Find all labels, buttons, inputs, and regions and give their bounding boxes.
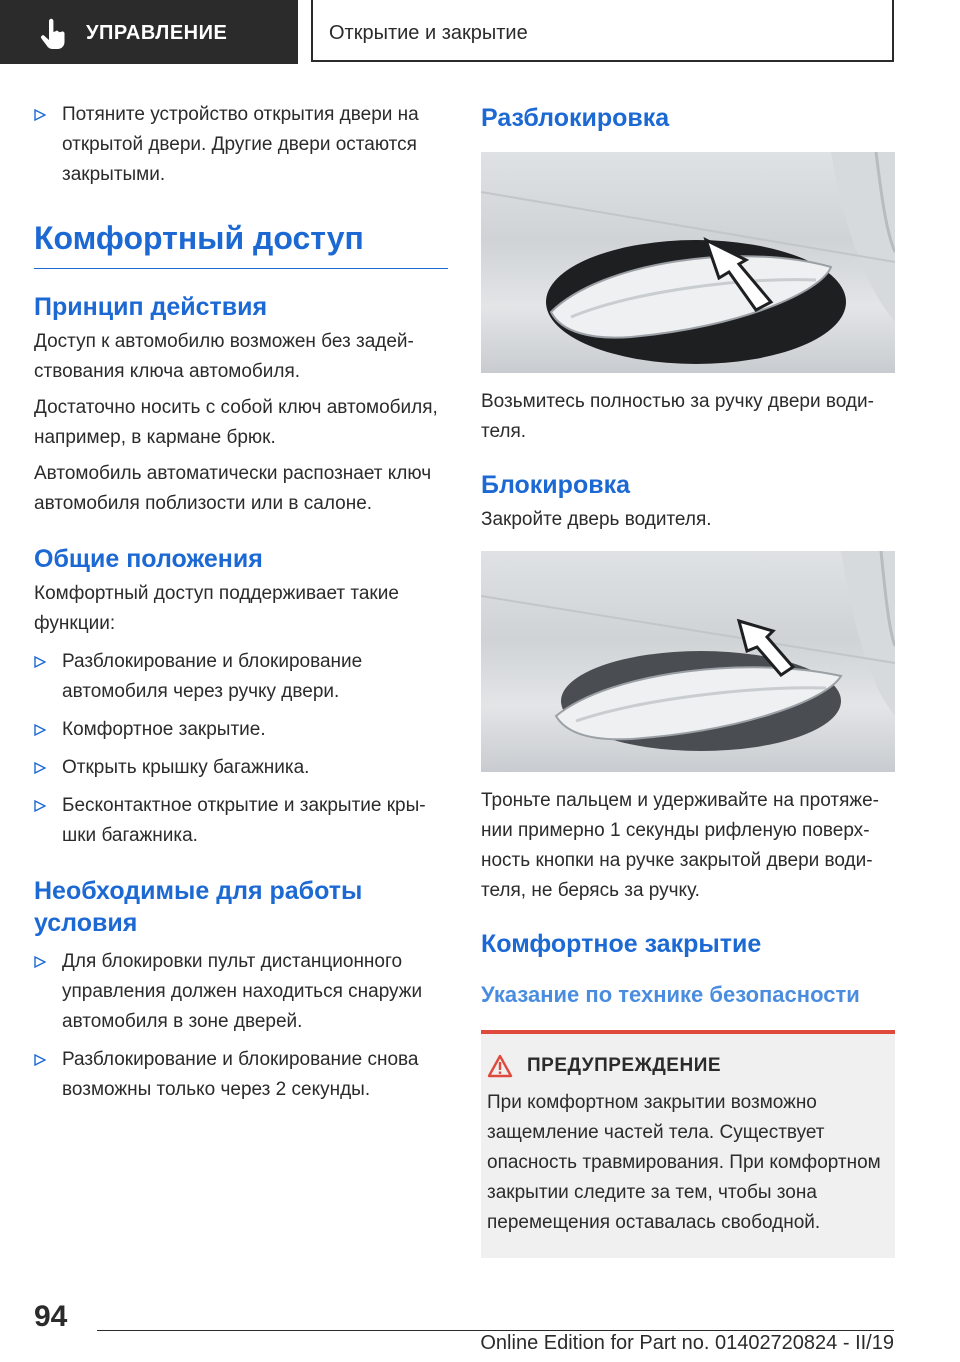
unlock-heading: Разблокировка xyxy=(481,104,670,132)
bullet-triangle-icon xyxy=(34,109,46,121)
general-heading: Общие положения xyxy=(34,545,263,573)
principle-paragraph: Автомобиль автоматически распознает ключ автомобиля поблизости или в салоне. xyxy=(34,463,432,514)
warning-header xyxy=(487,1054,883,1078)
list-item xyxy=(34,647,448,707)
list-item-text: Потяните устройство открытия двери на открытой двери. Другие двери остаются закрытыми. xyxy=(62,104,419,185)
footer-edition[interactable]: Online Edition for Part no. 01402720824 - II/19 xyxy=(480,1332,894,1354)
unlock-caption: Возьмитесь полностью за ручку двери водителя. xyxy=(481,391,874,442)
list-item-text: Бесконтактное открытие и закрытие крышки багажника. xyxy=(62,795,426,846)
safety-heading: Указание по технике безопасности xyxy=(481,982,860,1007)
chapter-title-box xyxy=(311,0,894,62)
lock-heading: Блокировка xyxy=(481,471,630,499)
list-item xyxy=(34,791,448,851)
list-item xyxy=(34,947,448,1037)
door-handle-touch-illustration xyxy=(481,551,895,772)
bullet-triangle-icon xyxy=(34,724,46,736)
list-item-text: Комфортное закрытие. xyxy=(62,719,266,740)
bullet-triangle-icon xyxy=(34,956,46,968)
principle-paragraph: Доступ к автомобилю возможен без задействования ключа автомобиля. xyxy=(34,331,414,382)
conditions-heading: Необходимые для работы условия xyxy=(34,877,363,937)
list-item-text: Разблокирование и блокирование снова возможны только через 2 секунды. xyxy=(62,1049,419,1100)
door-handle-grip-illustration xyxy=(481,152,895,373)
bullet-triangle-icon xyxy=(34,762,46,774)
warning-text: При комфортном закрытии возможно защемление частей тела. Существует опасность травмирования. При комфортном закрытии следите за тем, чтобы зона перемещения оставалась свободной. xyxy=(487,1092,881,1233)
left-column xyxy=(34,100,448,1105)
general-intro: Комфортный доступ поддерживает такие функции: xyxy=(34,583,399,634)
warning-box xyxy=(481,1030,895,1258)
list-item-text: Разблокирование и блокирование автомобиля через ручку двери. xyxy=(62,651,363,702)
list-item-text: Открыть крышку багажника. xyxy=(62,757,310,778)
comfort-close-heading: Комфортное закрытие xyxy=(481,930,762,958)
warning-triangle-icon xyxy=(487,1054,513,1078)
footer-divider xyxy=(97,1330,894,1331)
list-item xyxy=(34,100,448,190)
chapter-title: Открытие и закрытие xyxy=(329,22,528,44)
door-handle-unlock-photo xyxy=(481,152,895,373)
pointing-hand-icon xyxy=(38,18,68,50)
list-item xyxy=(34,715,448,745)
lock-intro: Закройте дверь водителя. xyxy=(481,509,712,530)
list-item xyxy=(34,1045,448,1105)
section-tab[interactable] xyxy=(0,0,298,64)
list-item xyxy=(34,753,448,783)
warning-title: ПРЕДУПРЕЖДЕНИЕ xyxy=(527,1055,722,1076)
right-column xyxy=(481,100,895,1258)
bullet-triangle-icon xyxy=(34,800,46,812)
door-handle-lock-photo xyxy=(481,551,895,772)
bullet-triangle-icon xyxy=(34,1054,46,1066)
list-item-text: Для блокировки пульт дистанционного управления должен находиться снаружи автомобиля в зоне дверей. xyxy=(62,951,423,1032)
principle-paragraph: Достаточно носить с собой ключ автомобиля, например, в кармане брюк. xyxy=(34,397,438,448)
section-label: УПРАВЛЕНИЕ xyxy=(86,22,228,44)
heading-divider xyxy=(34,268,448,269)
principle-heading: Принцип действия xyxy=(34,293,268,321)
lock-caption: Троньте пальцем и удерживайте на протяжении примерно 1 секунды рифленую поверхность кнопки на ручке закрытой двери водителя, не берясь за ручку. xyxy=(481,790,879,901)
page-number: 94 xyxy=(34,1300,68,1333)
main-heading: Комфортный доступ xyxy=(34,220,364,256)
bullet-triangle-icon xyxy=(34,656,46,668)
